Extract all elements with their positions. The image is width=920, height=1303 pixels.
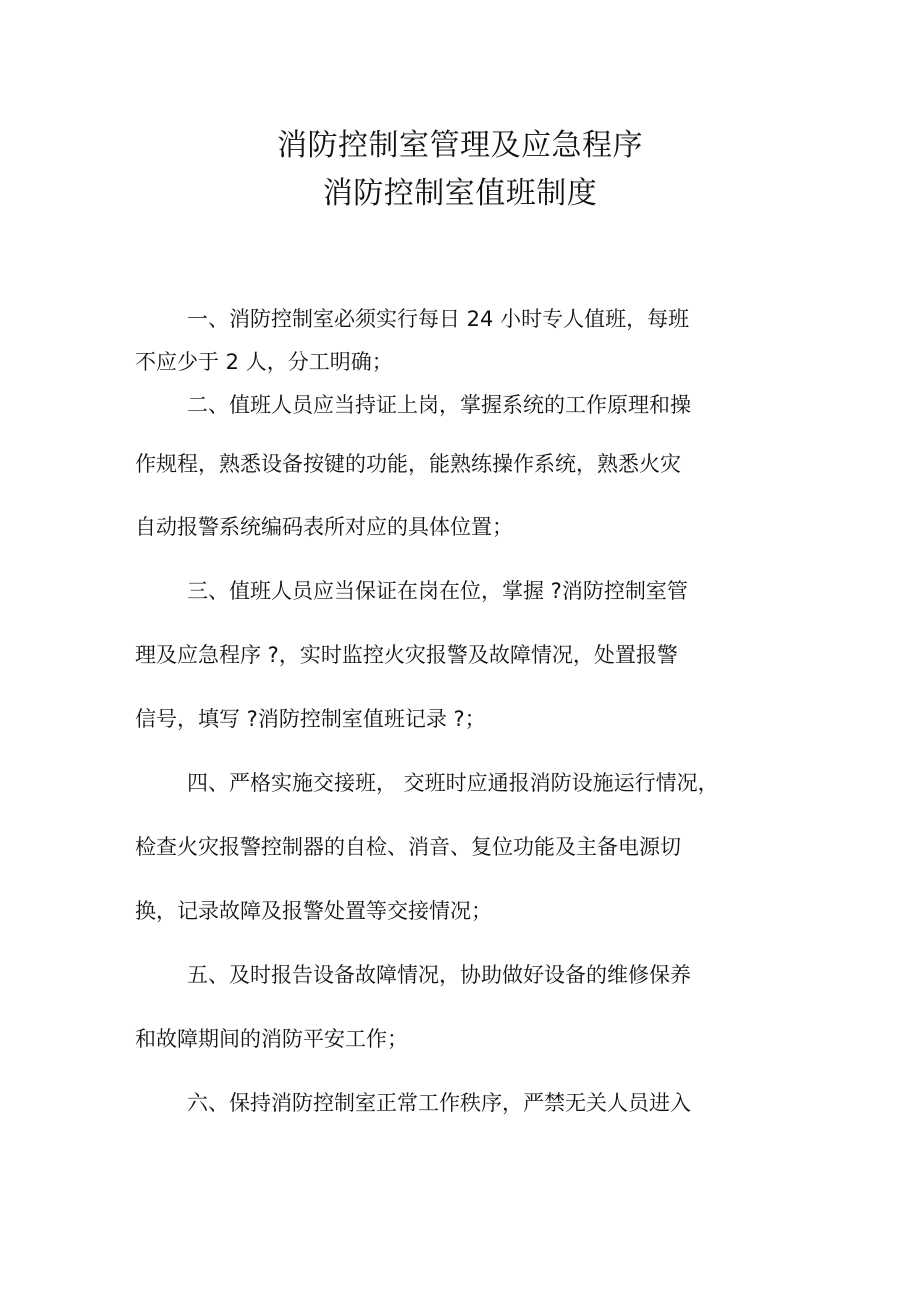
paragraph-line-14: 六、保持消防控制室正常工作秩序，严禁无关人员进入 — [187, 1091, 691, 1115]
paragraph-line-12: 五、及时报告设备故障情况，协助做好设备的维修保养 — [187, 963, 691, 987]
paragraph-line-1: 一、消防控制室必须实行每日 24 小时专人值班，每班 — [187, 307, 690, 331]
paragraph-line-6: 三、值班人员应当保证在岗在位，掌握 ?消防控制室管 — [187, 579, 688, 603]
paragraph-line-7: 理及应急程序 ?，实时监控火灾报警及故障情况，处置报警 — [135, 643, 678, 667]
paragraph-line-4: 作规程，熟悉设备按键的功能，能熟练操作系统，熟悉火灾 — [135, 452, 681, 476]
paragraph-line-10: 检查火灾报警控制器的自检、消音、复位功能及主备电源切 — [135, 835, 681, 859]
paragraph-line-13: 和故障期间的消防平安工作； — [135, 1027, 408, 1051]
document-subtitle: 消防控制室值班制度 — [322, 176, 598, 211]
paragraph-line-5: 自动报警系统编码表所对应的具体位置； — [135, 515, 513, 539]
document-title: 消防控制室管理及应急程序 — [277, 128, 643, 163]
paragraph-line-11: 换，记录故障及报警处置等交接情况； — [135, 899, 492, 923]
paragraph-line-8: 信号，填写 ?消防控制室值班记录 ?； — [135, 707, 486, 731]
paragraph-line-9: 四、严格实施交接班， 交班时应通报消防设施运行情况， — [187, 771, 719, 795]
paragraph-line-2: 不应少于 2 人，分工明确； — [135, 350, 393, 374]
paragraph-line-3: 二、值班人员应当持证上岗，掌握系统的工作原理和操 — [187, 393, 691, 417]
